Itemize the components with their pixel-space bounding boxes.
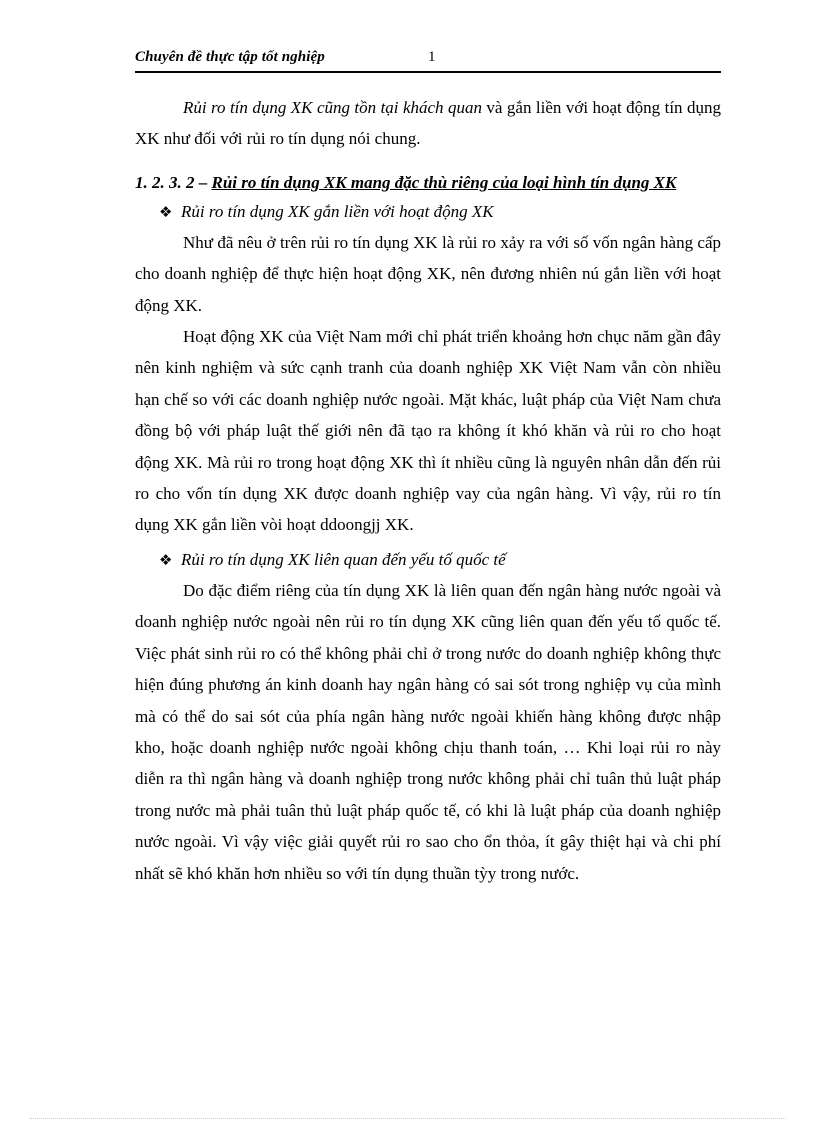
bullet-item-2-text: Rủi ro tín dụng XK liên quan đến yếu tố quốc tế (181, 549, 506, 569)
section-title: Rủi ro tín dụng XK mang đặc thù riêng của loại hình tín dụng XK (211, 172, 677, 192)
document-body (135, 92, 721, 889)
paragraph-3: Hoạt động XK của Việt Nam mới chỉ phát triển khoảng hơn chục năm gần đây nên kinh nghiệm và sức cạnh tranh của doanh nghiệp XK Việt Nam vẫn còn nhiều hạn chế so với các doanh nghiệp nước ngoài. Mặt khác, luật pháp của Việt Nam chưa đồng bộ với pháp luật thế giới nên đã tạo ra không ít khó khăn và rủi ro cho hoạt động XK. Mà rủi ro trong hoạt động XK thì ít nhiều cũng là nguyên nhân dẫn đến rủi ro cho vốn tín dụng XK được doanh nghiệp vay của ngân hàng. Vì vậy, rủi ro tín dụng XK gắn liền vòi hoạt ddoongjj XK. (135, 327, 721, 535)
bullet-item-2 (159, 547, 721, 573)
bullet-item-1 (159, 199, 721, 225)
header-title: Chuyên đề thực tập tốt nghiệp (135, 49, 325, 65)
page-bottom-divider (30, 1118, 786, 1119)
diamond-bullet-icon: ❖ (159, 202, 173, 221)
paragraph-2: Như đã nêu ở trên rủi ro tín dụng XK là rủi ro xảy ra với số vốn ngân hàng cấp cho doanh nghiệp để thực hiện hoạt động XK, nên đương nhiên nú gắn liền với hoạt động XK. (135, 232, 721, 315)
bullet-item-1-text: Rủi ro tín dụng XK gắn liền với hoạt động XK (181, 201, 494, 221)
section-number: 1. 2. 3. 2 – (135, 172, 212, 192)
page-header (135, 49, 721, 73)
diamond-bullet-icon: ❖ (159, 550, 173, 569)
page-number: 1 (428, 49, 436, 65)
section-heading (135, 173, 721, 193)
paragraph-intro (135, 92, 721, 155)
paragraph-intro-rest: và gắn liền với hoạt động tín dụng XK như đối với rủi ro tín dụng nói chung. (135, 98, 721, 149)
paragraph-intro-italic: Rủi ro tín dụng XK cũng tồn tại khách quan (183, 98, 482, 117)
paragraph-4: Do đặc điểm riêng của tín dụng XK là liên quan đến ngân hàng nước ngoài và doanh nghiệp nước ngoài nên rủi ro tín dụng XK cũng liên quan đến yếu tố quốc tế. Việc phát sinh rủi ro có thể không phải chỉ ở trong nước do doanh nghiệp không thực hiện đúng phương án kinh doanh hay ngân hàng có sai sót trong nghiệp vụ của mình mà có thể do sai sót của phía ngân hàng nước ngoài khiến hàng không được nhập kho, hoặc doanh nghiệp nước ngoài không chịu thanh toán, … Khi loại rủi ro này diễn ra thì ngân hàng và doanh nghiệp trong nước không phải chỉ tuân thủ luật pháp trong nước mà phải tuân thủ luật pháp quốc tế, có khi là luật pháp của doanh nghiệp nước ngoài. Vì vậy việc giải quyết rủi ro sao cho ổn thỏa, ít gây thiệt hại và chi phí nhất sẽ khó khăn hơn nhiều so với tín dụng thuần tỳy trong nước. (135, 580, 721, 883)
